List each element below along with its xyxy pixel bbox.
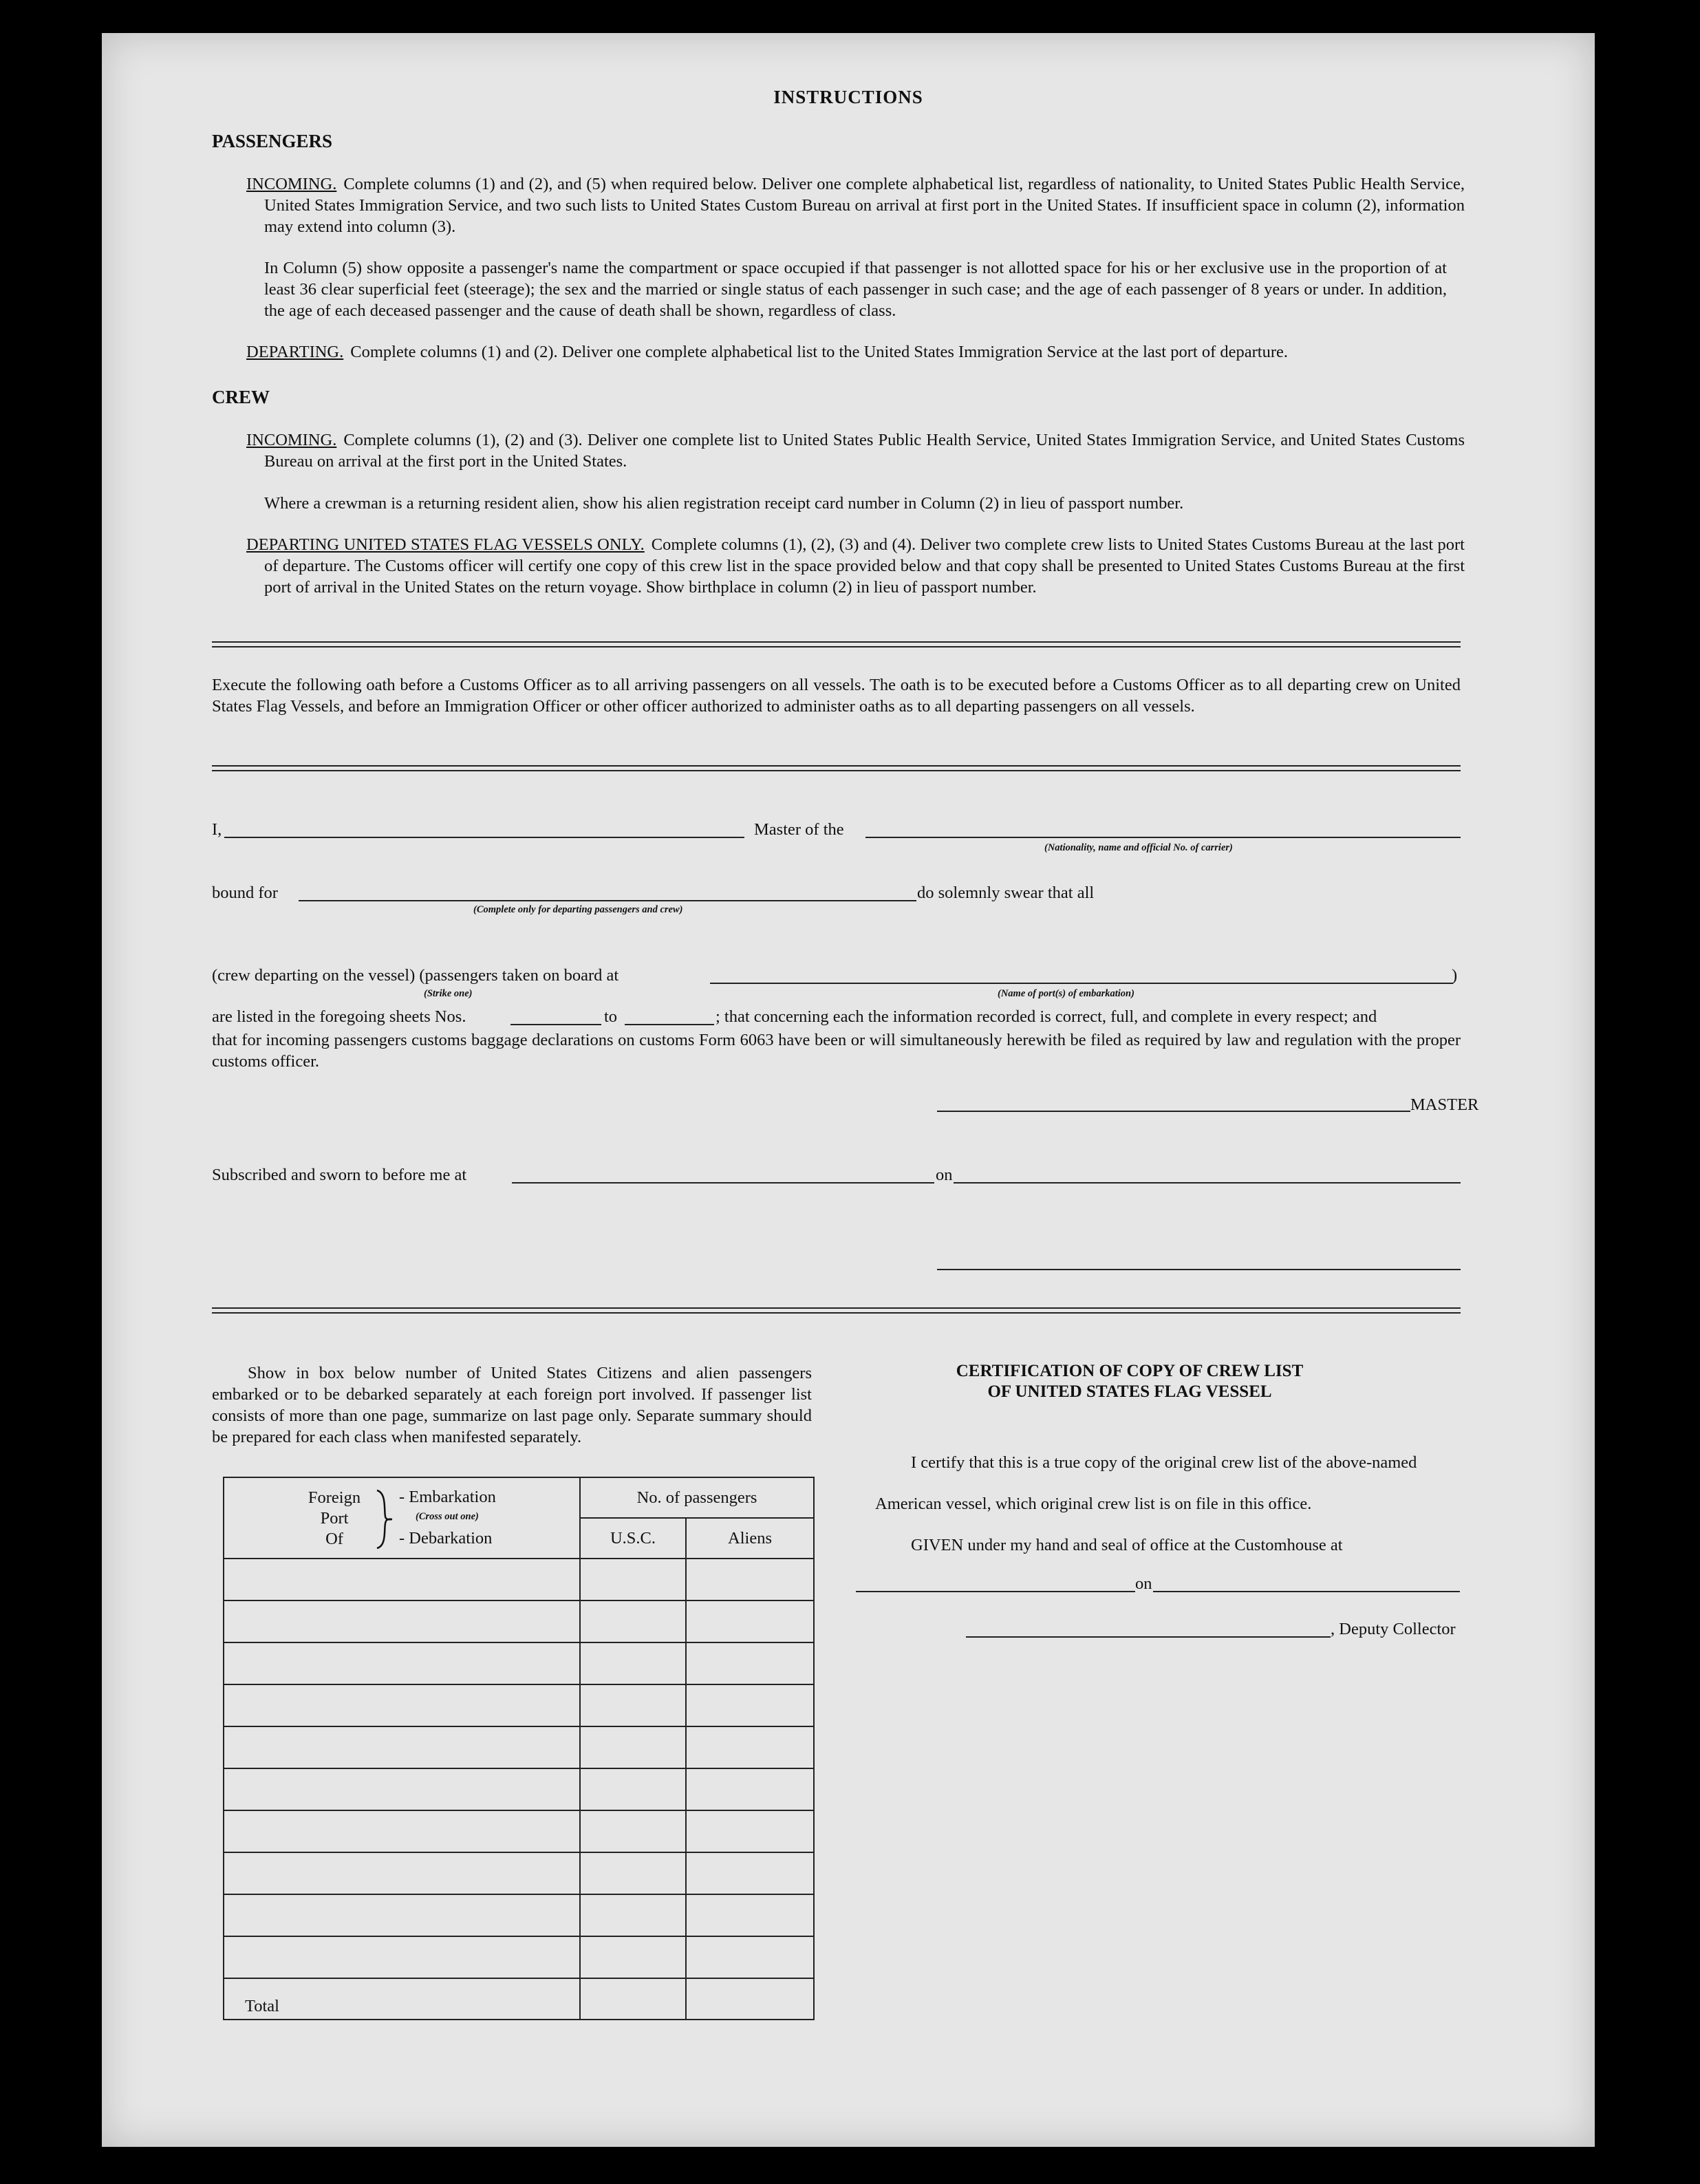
passengers-heading: PASSENGERS	[212, 131, 333, 151]
given-label: GIVEN under my hand and seal of office at the Customhouse at	[911, 1536, 1343, 1554]
foreign-port-header	[224, 1477, 580, 1559]
port-cell[interactable]	[224, 1726, 580, 1768]
usc-cell[interactable]	[580, 1894, 686, 1936]
total-row	[224, 1978, 814, 2020]
usc-cell[interactable]	[580, 1642, 686, 1684]
crew-heading: CREW	[212, 387, 270, 407]
instructions-title: INSTRUCTIONS	[773, 87, 923, 107]
passengers-incoming-text: Complete columns (1) and (2), and (5) when required below. Deliver one complete alphabetical list, regardless of nationality, to United States Public Health Service, United States Immigration Service, and two such lists to United States Custom Bureau on arrival at first port in the United States. If insufficient space in column (2), information may extend into column (3).	[264, 175, 1465, 236]
crew-incoming-text: Complete columns (1), (2) and (3). Deliver one complete list to United States Public Health Service, United States Immigration Service, and United States Customs Bureau on arrival at the first port in the United States.	[264, 431, 1465, 471]
usc-cell[interactable]	[580, 1852, 686, 1894]
port-cell[interactable]	[224, 1684, 580, 1726]
aliens-cell[interactable]	[686, 1936, 814, 1978]
passenger-summary-table	[223, 1477, 815, 2020]
aliens-header: Aliens	[686, 1518, 814, 1559]
subscribed-date-field[interactable]	[954, 1182, 1461, 1184]
embarkation-port-field[interactable]	[710, 983, 1453, 984]
certification-title-line1: CERTIFICATION OF COPY OF CREW LIST	[956, 1362, 1304, 1380]
oath-intro: Execute the following oath before a Customs Officer as to all arriving passengers on all vessels. The oath is to be executed before a Customs Officer as to all departing crew on United States Flag Vessels, and before an Immigration Officer or other officer authorized to administer oaths as to all departing passengers on all vessels.	[212, 676, 1461, 716]
usc-cell[interactable]	[580, 1726, 686, 1768]
table-row	[224, 1936, 814, 1978]
crew-incoming-label: INCOMING.	[246, 431, 337, 449]
debarkation-label: - Debarkation	[399, 1529, 493, 1548]
port-cell[interactable]	[224, 1810, 580, 1852]
divider-2	[212, 765, 1461, 771]
passengers-departing-label: DEPARTING.	[246, 343, 344, 361]
master-of-the-label: Master of the	[754, 820, 844, 839]
usc-cell[interactable]	[580, 1684, 686, 1726]
master-name-field[interactable]	[224, 837, 744, 838]
certify-line2: American vessel, which original crew list is on file in this office.	[875, 1495, 1312, 1513]
certification-title	[854, 1361, 1405, 1402]
subscribed-place-field[interactable]	[512, 1182, 934, 1184]
listed-to-label: to	[604, 1007, 618, 1026]
nationality-caption: (Nationality, name and official No. of carrier)	[1044, 842, 1233, 853]
port-cell[interactable]	[224, 1894, 580, 1936]
crew-incoming-paragraph	[246, 429, 1465, 472]
listed-label: are listed in the foregoing sheets Nos.	[212, 1007, 466, 1026]
usc-cell[interactable]	[580, 1810, 686, 1852]
port-cell[interactable]	[224, 1559, 580, 1600]
master-label: MASTER	[1410, 1095, 1479, 1114]
master-signature-field[interactable]	[937, 1111, 1410, 1112]
passengers-departing-text: Complete columns (1) and (2). Deliver one complete alphabetical list to the United States Immigration Service at the last port of departure.	[350, 343, 1288, 361]
table-row	[224, 1852, 814, 1894]
aliens-cell[interactable]	[686, 1684, 814, 1726]
aliens-cell[interactable]	[686, 1726, 814, 1768]
officer-signature-field[interactable]	[937, 1269, 1461, 1270]
usc-cell[interactable]	[580, 1936, 686, 1978]
aliens-cell[interactable]	[686, 1642, 814, 1684]
crew-passengers-label: (crew departing on the vessel) (passengers taken on board at	[212, 966, 619, 985]
table-row	[224, 1642, 814, 1684]
aliens-cell[interactable]	[686, 1810, 814, 1852]
form-page	[102, 33, 1595, 2147]
bound-for-field[interactable]	[299, 900, 916, 901]
ports-caption: (Name of port(s) of embarkation)	[998, 988, 1134, 999]
table-row	[224, 1559, 814, 1600]
passengers-departing-paragraph	[246, 341, 1447, 363]
aliens-cell[interactable]	[686, 1559, 814, 1600]
table-row	[224, 1600, 814, 1642]
certification-date-field[interactable]	[1153, 1591, 1460, 1592]
cross-out-caption: (Cross out one)	[416, 1511, 479, 1522]
table-row	[224, 1684, 814, 1726]
certify-line1: I certify that this is a true copy of the original crew list of the above-named	[911, 1453, 1417, 1472]
port-cell[interactable]	[224, 1600, 580, 1642]
summary-text: Show in box below number of United States Citizens and alien passengers embarked or to be debarked separately at each foreign port involved. If passenger list consists of more than one page, summarize on last page only. Separate summary should be prepared for each class when manifested separately.	[212, 1364, 812, 1446]
usc-cell[interactable]	[580, 1600, 686, 1642]
listed-text: ; that concerning each the information recorded is correct, full, and complete in every respect; and	[715, 1007, 1377, 1026]
certification-title-line2: OF UNITED STATES FLAG VESSEL	[987, 1382, 1272, 1401]
crew-departing-paragraph	[246, 534, 1465, 598]
deputy-signature-field[interactable]	[966, 1636, 1331, 1638]
close-paren: )	[1452, 966, 1458, 985]
usc-cell[interactable]	[580, 1559, 686, 1600]
table-row	[224, 1810, 814, 1852]
listed-rest: that for incoming passengers customs baggage declarations on customs Form 6063 have been or will simultaneously herewith be filed as required by law and regulation with the proper customs officer.	[212, 1031, 1461, 1071]
table-row	[224, 1894, 814, 1936]
foreign-label: Foreign	[308, 1488, 361, 1507]
oath-i-label: I,	[212, 820, 222, 839]
of-label: Of	[325, 1530, 343, 1548]
port-cell[interactable]	[224, 1768, 580, 1810]
subscribed-label: Subscribed and sworn to before me at	[212, 1166, 467, 1184]
passengers-incoming-label: INCOMING.	[246, 175, 337, 193]
deputy-collector-label: , Deputy Collector	[1331, 1620, 1456, 1638]
aliens-total-cell[interactable]	[686, 1978, 814, 2020]
bound-for-label: bound for	[212, 884, 278, 902]
strike-one-caption: (Strike one)	[424, 988, 473, 999]
port-cell[interactable]	[224, 1852, 580, 1894]
swear-label: do solemnly swear that all	[917, 884, 1095, 902]
total-label: Total	[224, 1978, 580, 2020]
crew-resident-paragraph: Where a crewman is a returning resident alien, show his alien registration receipt card number in Column (2) in lieu of passport number.	[264, 494, 1184, 513]
embarkation-label: - Embarkation	[399, 1488, 496, 1506]
port-cell[interactable]	[224, 1936, 580, 1978]
no-passengers-header: No. of passengers	[580, 1477, 814, 1518]
usc-cell[interactable]	[580, 1768, 686, 1810]
aliens-cell[interactable]	[686, 1768, 814, 1810]
customhouse-field[interactable]	[856, 1591, 1135, 1592]
aliens-cell[interactable]	[686, 1894, 814, 1936]
brace-icon	[374, 1489, 395, 1550]
port-label: Port	[320, 1509, 349, 1528]
divider-3	[212, 1307, 1461, 1314]
usc-total-cell[interactable]	[580, 1978, 686, 2020]
port-cell[interactable]	[224, 1642, 580, 1684]
subscribed-on-label: on	[936, 1166, 953, 1184]
passengers-incoming-paragraph	[246, 173, 1465, 237]
aliens-cell[interactable]	[686, 1852, 814, 1894]
crew-departing-label: DEPARTING UNITED STATES FLAG VESSELS ONLY.	[246, 535, 645, 554]
aliens-cell[interactable]	[686, 1600, 814, 1642]
carrier-field[interactable]	[865, 837, 1461, 838]
divider-1	[212, 641, 1461, 647]
passengers-column5-paragraph: In Column (5) show opposite a passenger's name the compartment or space occupied if that passenger is not allotted space for his or her exclusive use in the proportion of at least 36 clear superficial feet (steerage); the sex and the married or single status of each passenger in such case; and the age of each passenger of 8 years or under. In addition, the age of each deceased passenger and the cause of death shall be shown, regardless of class.	[264, 259, 1447, 320]
table-row	[224, 1768, 814, 1810]
crew-departing-text: Complete columns (1), (2), (3) and (4). Deliver two complete crew lists to United States Customs Bureau at the last port of departure. The Customs officer will certify one copy of this crew list in the space provided below and that copy shall be presented to United States Customs Bureau at the first port of arrival in the United States on the return voyage. Show birthplace in column (2) in lieu of passport number.	[264, 535, 1465, 597]
usc-header: U.S.C.	[580, 1518, 686, 1559]
certification-on-label: on	[1135, 1574, 1152, 1593]
complete-only-caption: (Complete only for departing passengers and crew)	[473, 904, 683, 915]
sheet-to-field[interactable]	[625, 1024, 714, 1025]
sheet-from-field[interactable]	[510, 1024, 601, 1025]
table-row	[224, 1726, 814, 1768]
